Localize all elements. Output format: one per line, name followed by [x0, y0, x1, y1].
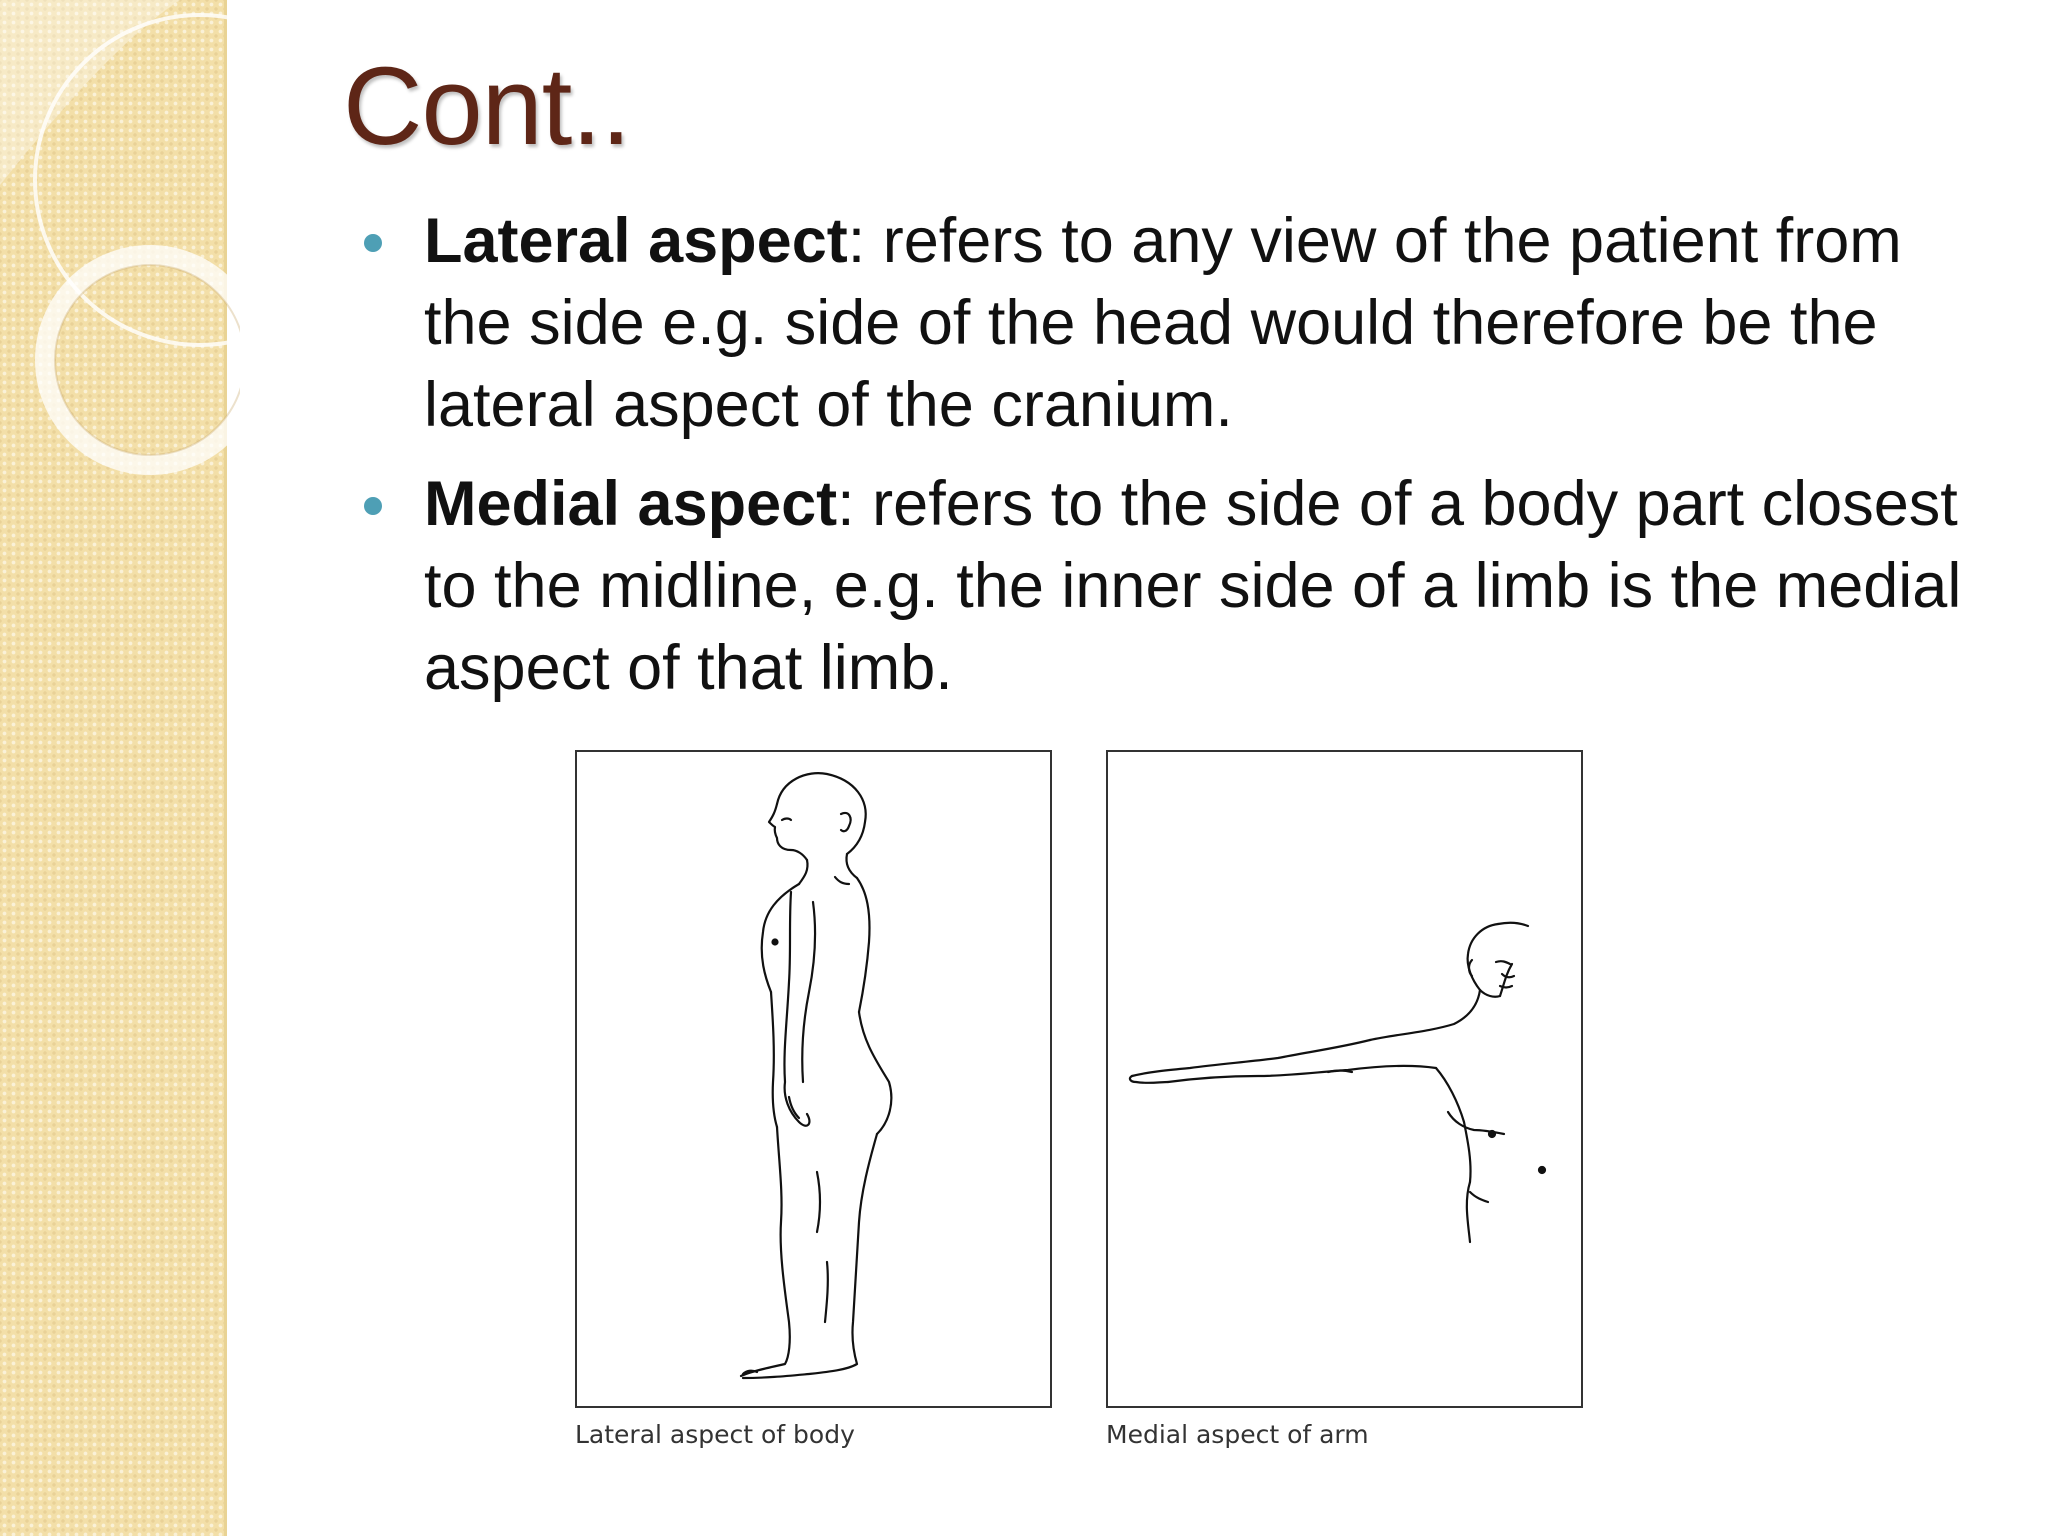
bullet-text: : refers to any view of the patient from the side e.g. side of the head would therefore be the lateral aspect of the cranium.: [424, 206, 1902, 440]
bullet-list: [340, 200, 1980, 726]
bullet-dot-icon: [364, 497, 382, 515]
bullet-term: Medial aspect: [424, 469, 838, 539]
bullet-text: : refers to the side of a body part closest to the midline, e.g. the inner side of a limb is the medial aspect of that limb.: [424, 469, 1962, 703]
decorative-rings: [0, 0, 240, 500]
bullet-dot-icon: [364, 234, 382, 252]
figure-lateral-aspect: [575, 750, 1052, 1408]
medium-ring-inner: [55, 265, 240, 455]
bullet-lateral-aspect: [340, 200, 1980, 446]
bullet-term: Lateral aspect: [424, 206, 848, 276]
figure-caption-lateral: Lateral aspect of body: [575, 1420, 855, 1449]
standing-person-side-view-illustration: [577, 752, 1054, 1410]
outstretched-arm-torso-illustration: [1108, 752, 1585, 1410]
bullet-medial-aspect: [340, 463, 1980, 709]
corner-highlight: [0, 0, 180, 185]
slide-title: Cont..: [343, 45, 631, 168]
figure-caption-medial: Medial aspect of arm: [1106, 1420, 1369, 1449]
figure-medial-aspect: [1106, 750, 1583, 1408]
